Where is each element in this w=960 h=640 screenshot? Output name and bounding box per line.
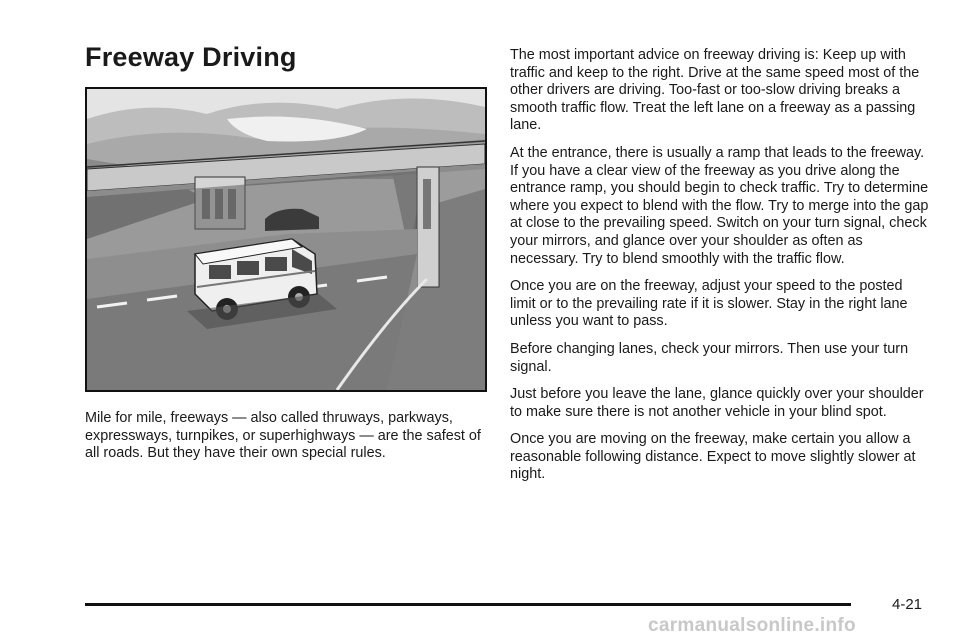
page-title: Freeway Driving — [85, 42, 297, 72]
paragraph-entrance: At the entrance, there is usually a ramp that leads to the freeway. If you have a clear view of the freeway as you drive along the entrance ramp, you should begin to check traffic. Try to determine where you expect to blend with the flow. Try to merge into the gap at close to the prevailing speed. Switch on your turn signal, check your mirrors, and glance over your shoulder as often as necessary. Try to blend smoothly with the traffic flow. — [510, 144, 929, 267]
paragraph-following-distance: Once you are moving on the freeway, make certain you allow a reasonable following distance. Expect to move slightly slower at night. — [510, 431, 916, 483]
page-number: 4-21 — [892, 596, 923, 613]
paragraph-intro: Mile for mile, freeways — also called thruways, parkways, expressways, turnpikes, or superhighways — are the safest of all roads. But they have their own special rules. — [85, 410, 481, 462]
freeway-overpass-van-illustration — [87, 89, 485, 390]
left-column — [85, 410, 495, 473]
footer-rule — [85, 603, 851, 606]
paragraph-changing-lanes: Before changing lanes, check your mirrors. Then use your turn signal. — [510, 340, 909, 375]
freeway-illustration — [85, 87, 487, 392]
paragraph-blind-spot: Just before you leave the lane, glance quickly over your shoulder to make sure there is not another vehicle in your blind spot. — [510, 386, 924, 420]
paragraph-advice: The most important advice on freeway driving is: Keep up with traffic and keep to the right. Drive at the same speed most of the other drivers are driving. Too-fast or too-slow driving breaks a smooth traffic flow. Treat the left lane on a freeway as a passing lane. — [510, 47, 920, 134]
right-column — [510, 47, 930, 494]
paragraph-adjust-speed: Once you are on the freeway, adjust your speed to the posted limit or to the prevailing rate if it is slower. Stay in the right lane unless you want to pass. — [510, 278, 908, 330]
watermark: carmanualsonline.info — [648, 615, 856, 636]
